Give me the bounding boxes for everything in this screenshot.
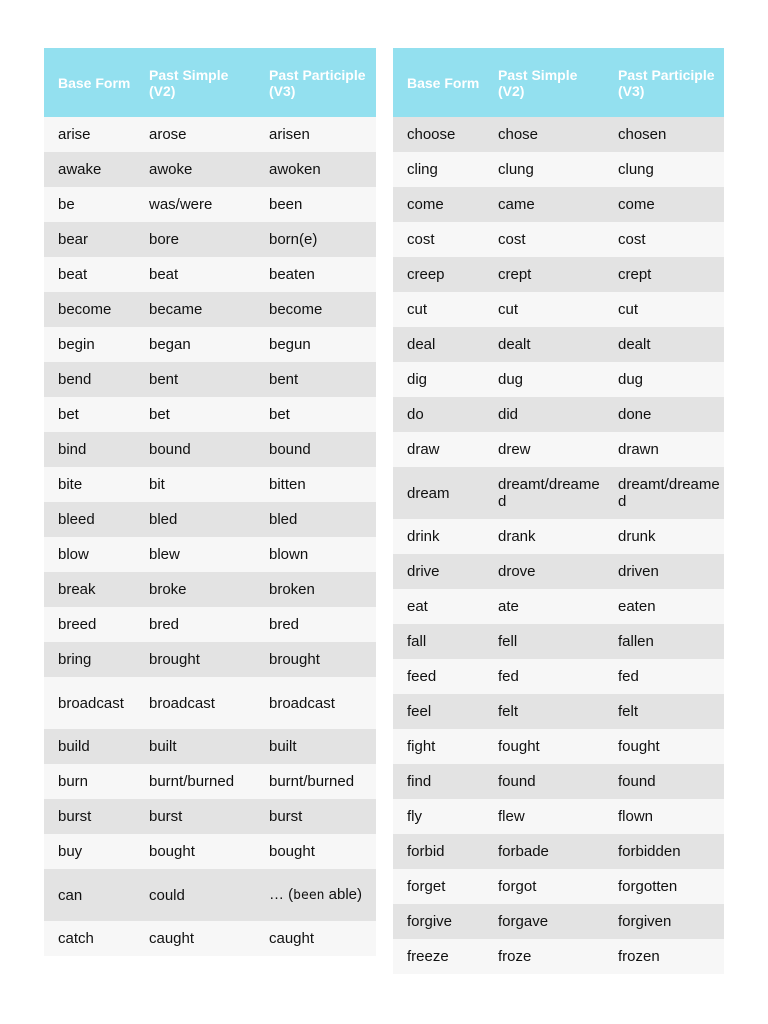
- past-simple-cell: fed: [484, 659, 604, 694]
- past-simple-cell: built: [135, 729, 255, 764]
- past-simple-cell: ate: [484, 589, 604, 624]
- past-simple-cell: could: [135, 869, 255, 921]
- past-participle-cell: … (been able): [255, 869, 376, 921]
- past-participle-cell: begun: [255, 327, 376, 362]
- past-participle-cell: been: [255, 187, 376, 222]
- table-row: [44, 222, 376, 257]
- base-form-cell: broadcast: [44, 677, 135, 729]
- table-row: [44, 921, 376, 956]
- base-form-cell: forgive: [393, 904, 484, 939]
- table-row: [44, 834, 376, 869]
- past-simple-cell: arose: [135, 117, 255, 152]
- table-row: [44, 432, 376, 467]
- past-participle-cell: clung: [604, 152, 724, 187]
- past-participle-cell: dealt: [604, 327, 724, 362]
- table-row: [44, 607, 376, 642]
- base-form-cell: break: [44, 572, 135, 607]
- past-participle-cell: crept: [604, 257, 724, 292]
- base-form-cell: burn: [44, 764, 135, 799]
- past-participle-cell: bled: [255, 502, 376, 537]
- table-row: [44, 257, 376, 292]
- past-participle-cell: caught: [255, 921, 376, 956]
- past-participle-cell: bitten: [255, 467, 376, 502]
- past-simple-cell: awoke: [135, 152, 255, 187]
- table-row: [44, 467, 376, 502]
- base-form-cell: begin: [44, 327, 135, 362]
- table-row: [44, 117, 376, 152]
- header-past-simple: Past Simple (V2): [484, 48, 604, 117]
- table-row: [44, 729, 376, 764]
- base-form-cell: dream: [393, 467, 484, 519]
- table-row: [44, 327, 376, 362]
- table-row: [44, 642, 376, 677]
- past-simple-cell: clung: [484, 152, 604, 187]
- table-row: [44, 537, 376, 572]
- past-participle-cell: burnt/burned: [255, 764, 376, 799]
- base-form-cell: draw: [393, 432, 484, 467]
- base-form-cell: find: [393, 764, 484, 799]
- table-row: [393, 589, 724, 624]
- past-participle-cell: dreamt/dreamed: [604, 467, 724, 519]
- base-form-cell: fight: [393, 729, 484, 764]
- table-row: [44, 869, 376, 921]
- table-row: [44, 677, 376, 729]
- table-row: [393, 904, 724, 939]
- past-simple-cell: came: [484, 187, 604, 222]
- past-participle-cell: broadcast: [255, 677, 376, 729]
- base-form-cell: build: [44, 729, 135, 764]
- base-form-cell: do: [393, 397, 484, 432]
- table-row: [393, 292, 724, 327]
- table-row: [393, 519, 724, 554]
- past-simple-cell: drew: [484, 432, 604, 467]
- base-form-cell: bear: [44, 222, 135, 257]
- table-row: [44, 764, 376, 799]
- base-form-cell: can: [44, 869, 135, 921]
- table-row: [393, 222, 724, 257]
- past-simple-cell: bit: [135, 467, 255, 502]
- base-form-cell: bet: [44, 397, 135, 432]
- table-row: [393, 152, 724, 187]
- table-row: [393, 362, 724, 397]
- table-row: [393, 659, 724, 694]
- base-form-cell: fly: [393, 799, 484, 834]
- verb-rows-right: [393, 117, 724, 974]
- table-row: [44, 187, 376, 222]
- past-participle-cell: broken: [255, 572, 376, 607]
- verb-table-left: [44, 48, 376, 956]
- past-simple-cell: did: [484, 397, 604, 432]
- past-simple-cell: felt: [484, 694, 604, 729]
- table-row: [393, 432, 724, 467]
- past-simple-cell: cut: [484, 292, 604, 327]
- base-form-cell: deal: [393, 327, 484, 362]
- base-form-cell: fall: [393, 624, 484, 659]
- base-form-cell: awake: [44, 152, 135, 187]
- base-form-cell: feel: [393, 694, 484, 729]
- past-simple-cell: caught: [135, 921, 255, 956]
- table-row: [393, 799, 724, 834]
- past-participle-cell: born(e): [255, 222, 376, 257]
- table-row: [44, 799, 376, 834]
- past-participle-cell: driven: [604, 554, 724, 589]
- past-simple-cell: cost: [484, 222, 604, 257]
- table-row: [44, 292, 376, 327]
- base-form-cell: be: [44, 187, 135, 222]
- past-participle-cell: fought: [604, 729, 724, 764]
- base-form-cell: forget: [393, 869, 484, 904]
- base-form-cell: forbid: [393, 834, 484, 869]
- base-form-cell: cut: [393, 292, 484, 327]
- past-participle-cell: brought: [255, 642, 376, 677]
- base-form-cell: arise: [44, 117, 135, 152]
- base-form-cell: feed: [393, 659, 484, 694]
- past-simple-cell: burst: [135, 799, 255, 834]
- past-participle-cell: come: [604, 187, 724, 222]
- table-row: [44, 502, 376, 537]
- verb-table-right: [393, 48, 724, 974]
- past-simple-cell: chose: [484, 117, 604, 152]
- past-simple-cell: brought: [135, 642, 255, 677]
- base-form-cell: blow: [44, 537, 135, 572]
- base-form-cell: bind: [44, 432, 135, 467]
- past-simple-cell: bound: [135, 432, 255, 467]
- past-simple-cell: drove: [484, 554, 604, 589]
- past-participle-cell: bred: [255, 607, 376, 642]
- past-simple-cell: crept: [484, 257, 604, 292]
- past-participle-cell: chosen: [604, 117, 724, 152]
- base-form-cell: creep: [393, 257, 484, 292]
- past-simple-cell: fell: [484, 624, 604, 659]
- past-simple-cell: dreamt/dreamed: [484, 467, 604, 519]
- past-simple-cell: bent: [135, 362, 255, 397]
- past-participle-cell: fed: [604, 659, 724, 694]
- past-participle-cell: drawn: [604, 432, 724, 467]
- past-simple-cell: forbade: [484, 834, 604, 869]
- table-row: [393, 939, 724, 974]
- table-row: [393, 729, 724, 764]
- header-past-participle: Past Participle (V3): [255, 48, 376, 117]
- table-row: [44, 572, 376, 607]
- past-simple-cell: beat: [135, 257, 255, 292]
- base-form-cell: drink: [393, 519, 484, 554]
- past-simple-cell: was/were: [135, 187, 255, 222]
- past-participle-cell: bought: [255, 834, 376, 869]
- past-simple-cell: bore: [135, 222, 255, 257]
- base-form-cell: drive: [393, 554, 484, 589]
- past-participle-cell: cost: [604, 222, 724, 257]
- past-participle-cell: eaten: [604, 589, 724, 624]
- table-row: [393, 467, 724, 519]
- past-participle-cell: arisen: [255, 117, 376, 152]
- past-participle-cell: bound: [255, 432, 376, 467]
- base-form-cell: come: [393, 187, 484, 222]
- past-participle-cell: flown: [604, 799, 724, 834]
- header-past-participle: Past Participle (V3): [604, 48, 724, 117]
- table-row: [393, 117, 724, 152]
- past-participle-cell: forbidden: [604, 834, 724, 869]
- past-simple-cell: flew: [484, 799, 604, 834]
- table-row: [393, 397, 724, 432]
- table-row: [44, 152, 376, 187]
- past-participle-cell: built: [255, 729, 376, 764]
- base-form-cell: bring: [44, 642, 135, 677]
- past-simple-cell: began: [135, 327, 255, 362]
- verb-rows-left: [44, 117, 376, 956]
- past-participle-cell: dug: [604, 362, 724, 397]
- header-base-form: Base Form: [393, 48, 484, 117]
- past-simple-cell: bred: [135, 607, 255, 642]
- header-past-simple: Past Simple (V2): [135, 48, 255, 117]
- past-simple-cell: blew: [135, 537, 255, 572]
- past-simple-cell: fought: [484, 729, 604, 764]
- past-simple-cell: broke: [135, 572, 255, 607]
- past-participle-cell: forgotten: [604, 869, 724, 904]
- past-simple-cell: burnt/burned: [135, 764, 255, 799]
- past-participle-cell: forgiven: [604, 904, 724, 939]
- base-form-cell: beat: [44, 257, 135, 292]
- past-simple-cell: drank: [484, 519, 604, 554]
- base-form-cell: burst: [44, 799, 135, 834]
- past-participle-cell: bet: [255, 397, 376, 432]
- table-row: [393, 764, 724, 799]
- past-simple-cell: forgot: [484, 869, 604, 904]
- base-form-cell: become: [44, 292, 135, 327]
- base-form-cell: breed: [44, 607, 135, 642]
- past-participle-cell: burst: [255, 799, 376, 834]
- header-row: [393, 48, 724, 117]
- base-form-cell: bend: [44, 362, 135, 397]
- header-base-form: Base Form: [44, 48, 135, 117]
- base-form-cell: choose: [393, 117, 484, 152]
- base-form-cell: eat: [393, 589, 484, 624]
- past-simple-cell: broadcast: [135, 677, 255, 729]
- table-row: [44, 362, 376, 397]
- table-row: [44, 397, 376, 432]
- past-simple-cell: froze: [484, 939, 604, 974]
- base-form-cell: bite: [44, 467, 135, 502]
- past-simple-cell: dug: [484, 362, 604, 397]
- past-simple-cell: became: [135, 292, 255, 327]
- table-row: [393, 554, 724, 589]
- past-simple-cell: dealt: [484, 327, 604, 362]
- past-participle-cell: frozen: [604, 939, 724, 974]
- base-form-cell: cling: [393, 152, 484, 187]
- header-row: [44, 48, 376, 117]
- past-participle-cell: fallen: [604, 624, 724, 659]
- past-simple-cell: bet: [135, 397, 255, 432]
- past-participle-cell: drunk: [604, 519, 724, 554]
- base-form-cell: dig: [393, 362, 484, 397]
- base-form-cell: bleed: [44, 502, 135, 537]
- past-simple-cell: found: [484, 764, 604, 799]
- table-row: [393, 257, 724, 292]
- table-row: [393, 869, 724, 904]
- base-form-cell: freeze: [393, 939, 484, 974]
- past-simple-cell: bought: [135, 834, 255, 869]
- base-form-cell: cost: [393, 222, 484, 257]
- past-simple-cell: bled: [135, 502, 255, 537]
- table-row: [393, 624, 724, 659]
- base-form-cell: catch: [44, 921, 135, 956]
- past-participle-cell: cut: [604, 292, 724, 327]
- table-row: [393, 834, 724, 869]
- table-row: [393, 327, 724, 362]
- past-participle-cell: awoken: [255, 152, 376, 187]
- past-participle-cell: felt: [604, 694, 724, 729]
- past-participle-cell: beaten: [255, 257, 376, 292]
- base-form-cell: buy: [44, 834, 135, 869]
- past-participle-cell: found: [604, 764, 724, 799]
- past-participle-cell: blown: [255, 537, 376, 572]
- past-participle-cell: bent: [255, 362, 376, 397]
- table-row: [393, 694, 724, 729]
- past-participle-cell: become: [255, 292, 376, 327]
- past-participle-cell: done: [604, 397, 724, 432]
- past-simple-cell: forgave: [484, 904, 604, 939]
- table-row: [393, 187, 724, 222]
